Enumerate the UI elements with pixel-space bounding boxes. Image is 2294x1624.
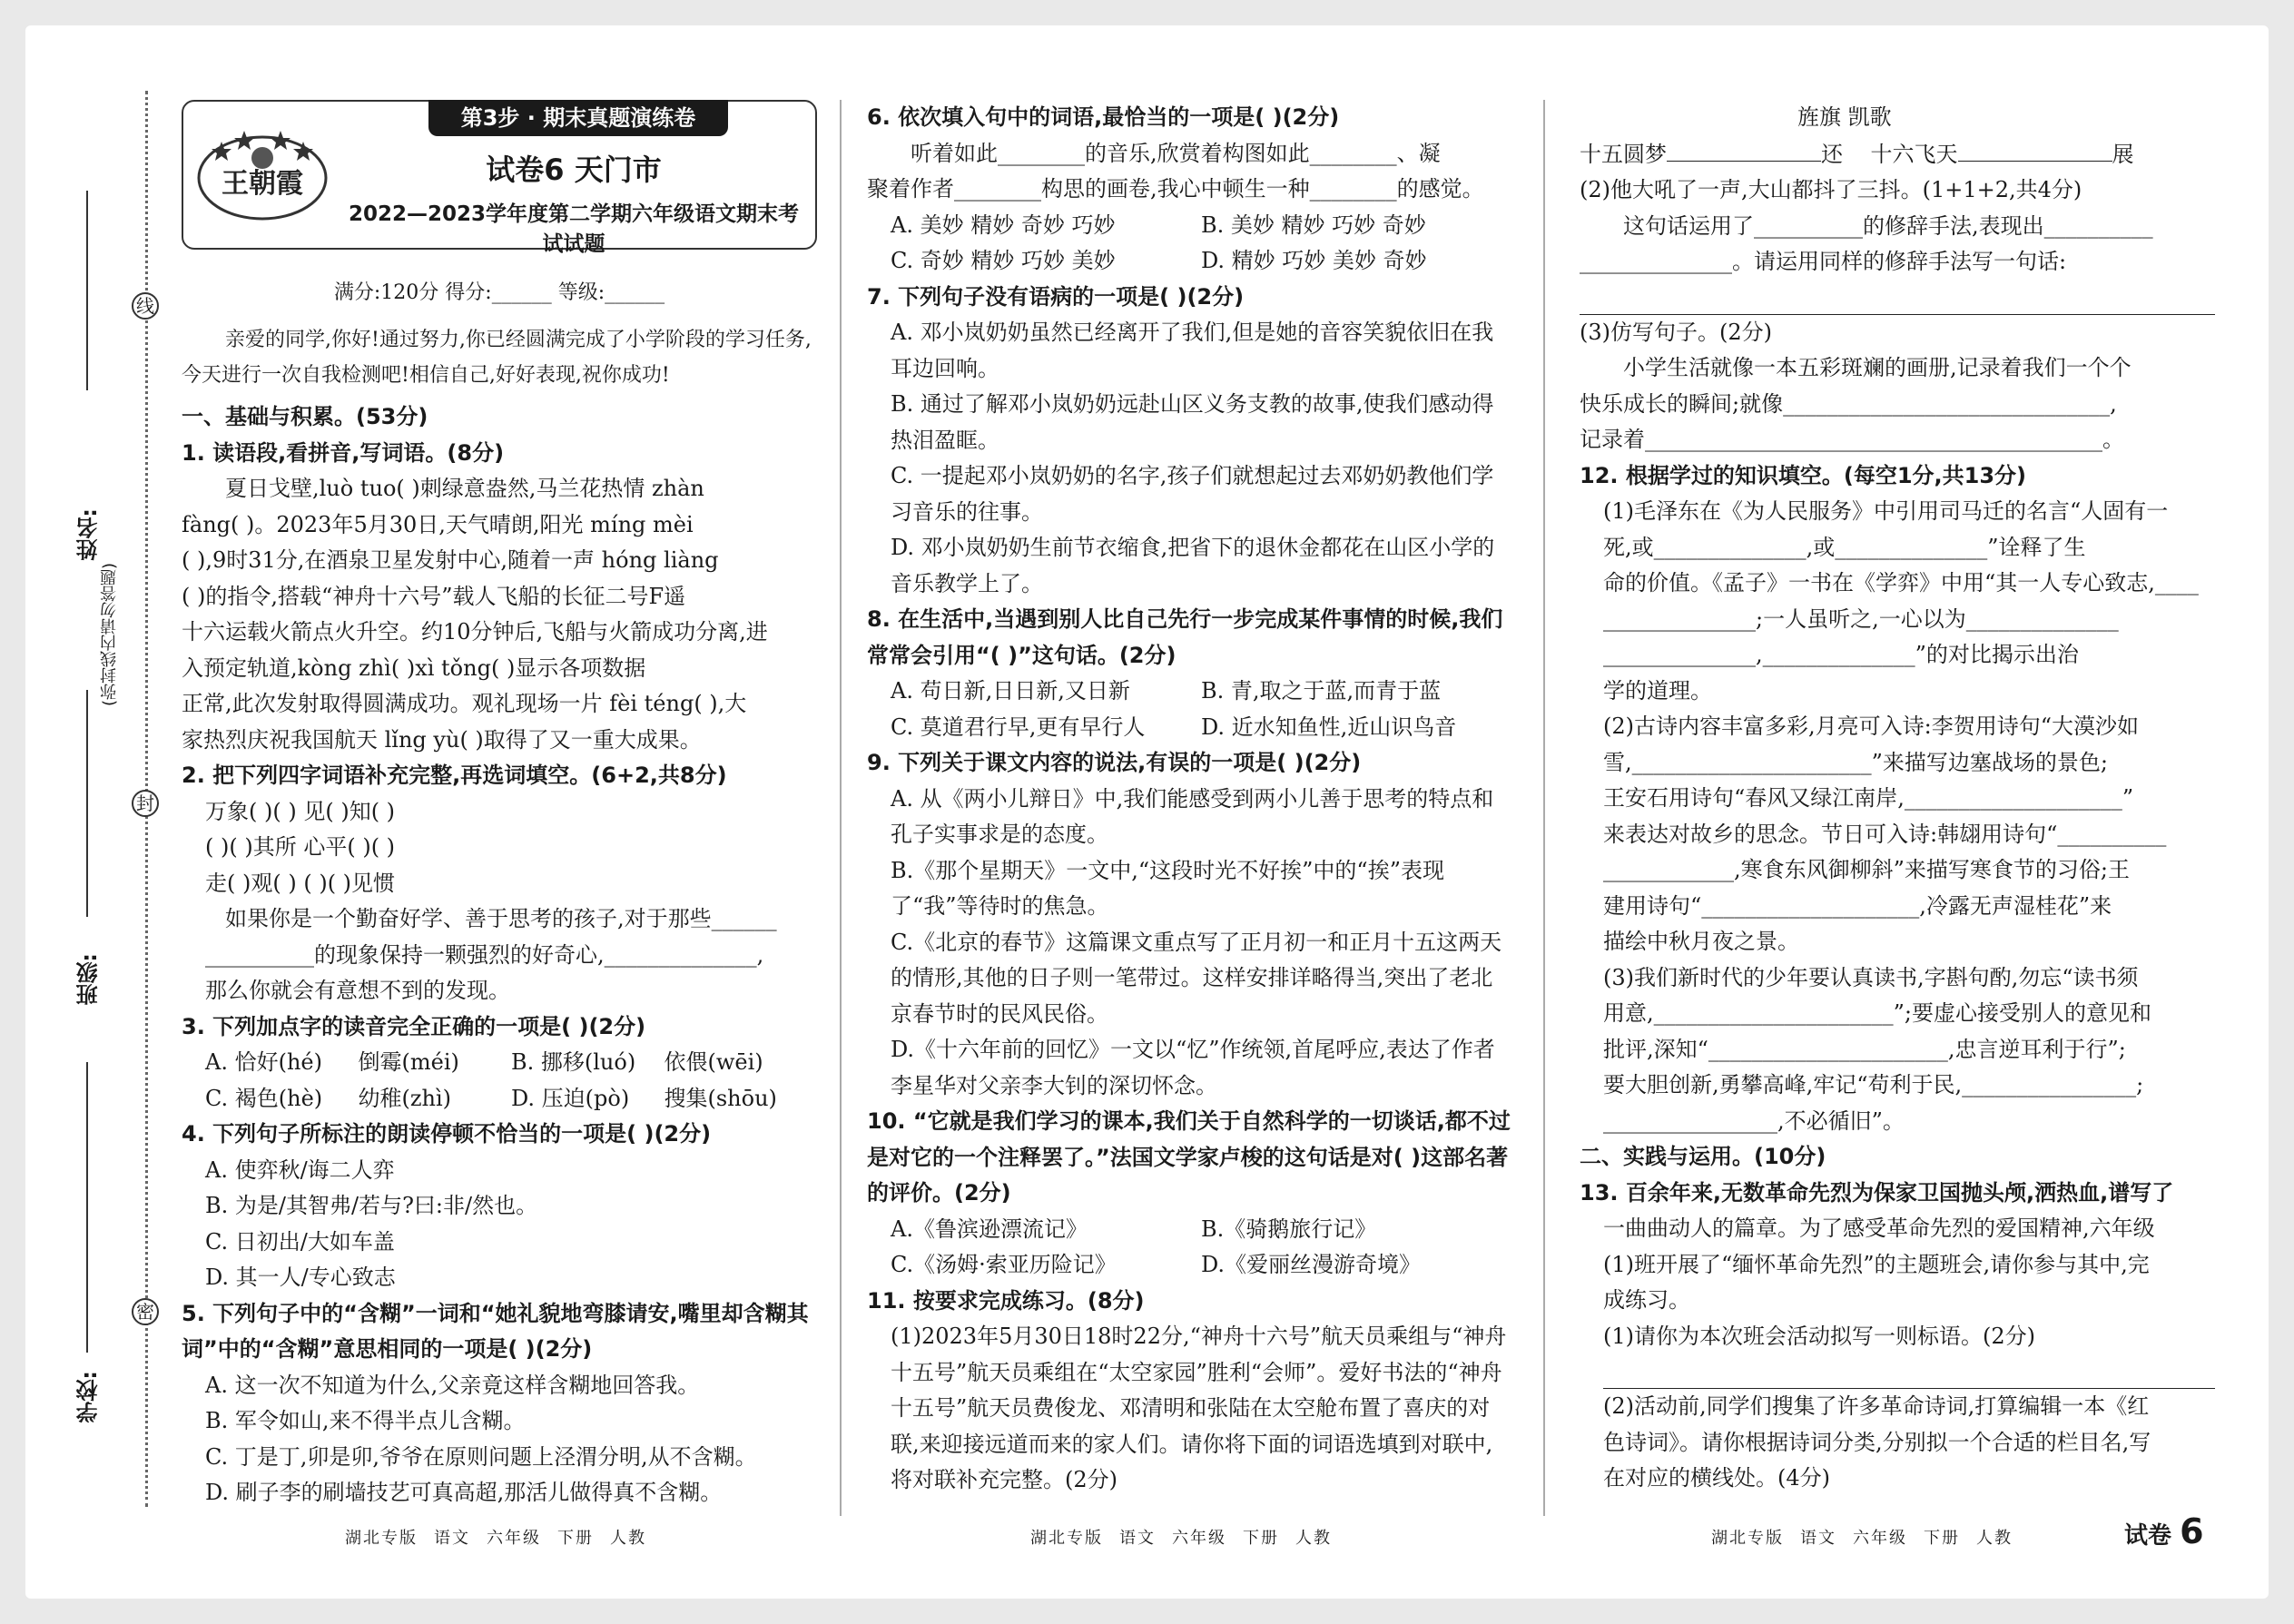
q12-line: (3)我们新时代的少年要认真读书,字斟句酌,勿忘“读书须 bbox=[1603, 964, 2139, 990]
q13-1-title: (1)请你为本次班会活动拟写一则标语。(2分) bbox=[1603, 1323, 2035, 1349]
q9-title: 9. 下列关于课文内容的说法,有误的一项是( )(2分) bbox=[867, 750, 1362, 775]
q1-line: 入预定轨道,kòng zhì( )xì tǒng( )显示各项数据 bbox=[182, 655, 646, 681]
q2-fill: __________的现象保持一颗强烈的好奇心,______________, bbox=[205, 941, 764, 968]
option[interactable]: B.《骑鹅旅行记》 bbox=[1201, 1216, 1377, 1242]
option[interactable]: B. 美妙 精妙 巧妙 奇妙 bbox=[1201, 212, 1426, 238]
q13-2-line: 色诗词》。请你根据诗词分类,分别拟一个合适的栏目名,写 bbox=[1603, 1429, 2151, 1455]
q12-line: (1)毛泽东在《为人民服务》中引用司马迁的名言“人固有一 bbox=[1603, 498, 2169, 524]
q12-title: 12. 根据学过的知识填空。(每空1分,共13分) bbox=[1580, 462, 2027, 488]
option[interactable]: B. 为是/其智弗/若与?曰:非/然也。 bbox=[205, 1193, 538, 1218]
q11-title: 11. 按要求完成练习。(8分) bbox=[867, 1287, 1145, 1314]
option[interactable]: A. 使弈秋/诲二人弈 bbox=[205, 1156, 395, 1183]
q2-row: 走( )观( ) ( )( )见惯 bbox=[205, 870, 396, 896]
q11-3-title: (3)仿写句子。(2分) bbox=[1580, 319, 1772, 345]
q12-line: 批评,深知“______________________,忠言逆耳利于行”; bbox=[1603, 1036, 2126, 1062]
q13-line: 成练习。 bbox=[1603, 1287, 1690, 1313]
q12-line: (2)古诗内容丰富多彩,月亮可入诗:李贺用诗句“大漠沙如 bbox=[1603, 714, 2139, 739]
q12-line: ______________;一人虽听之,一心以为______________ bbox=[1603, 605, 2119, 632]
q13-2-line: 在对应的横线处。(4分) bbox=[1603, 1465, 1830, 1491]
option[interactable]: D. 邓小岚奶奶生前节衣缩食,把省下的退休金都花在山区小学的音乐教学上了。 bbox=[891, 535, 1495, 596]
option[interactable]: C. 日初出/大如车盖 bbox=[205, 1228, 395, 1255]
q12-line: 来表达对故乡的思念。节日可入诗:韩翃用诗句“__________ bbox=[1603, 821, 2167, 847]
q12-line: 命的价值。《孟子》一书在《学弈》中用“其一人专心致志,____ bbox=[1603, 570, 2199, 595]
option[interactable]: B. 青,取之于蓝,而青于蓝 bbox=[1201, 678, 1442, 704]
q12-line: 描绘中秋月夜之景。 bbox=[1603, 929, 1799, 954]
option[interactable]: B.《那个星期天》一文中,“这段时光不好挨”中的“挨”表现了“我”等待时的焦急。 bbox=[891, 857, 1444, 919]
option[interactable]: B. 通过了解邓小岚奶奶远赴山区义务支教的故事,使我们感动得热泪盈眶。 bbox=[891, 391, 1494, 453]
q2-title: 2. 把下列四字词语补充完整,再选词填空。(6+2,共8分) bbox=[182, 763, 727, 788]
option[interactable]: A.《鲁滨逊漂流记》 bbox=[891, 1216, 1088, 1242]
q1-line: fàng( )。2023年5月30日,天气晴朗,阳光 míng mèi bbox=[182, 511, 694, 537]
q12-line: 学的道理。 bbox=[1603, 677, 1712, 704]
q6-line: 听着如此________的音乐,欣赏着构图如此________、凝 bbox=[911, 140, 1441, 166]
column-divider bbox=[1543, 100, 1545, 1516]
q1-line: 正常,此次发射取得圆满成功。观礼现场一片 fèi téng( ),大 bbox=[182, 691, 747, 716]
school-field[interactable] bbox=[86, 1062, 88, 1353]
q12-line: ____________,寒食东风御柳斜”来描写寒食节的习俗;王 bbox=[1603, 857, 2130, 882]
school-label: 学校: bbox=[76, 1371, 102, 1423]
q1-line: 家热烈庆祝我国航天 lǐng yù( )取得了又一重大成果。 bbox=[182, 726, 702, 753]
intro-text: 亲爱的同学,你好!通过努力,你已经圆满完成了小学阶段的学习任务,今天进行一次自我检测吧!相信自己,好好表现,祝你成功! bbox=[182, 329, 812, 387]
paper-title: 试卷6 天门市 bbox=[486, 153, 662, 187]
q4-title: 4. 下列句子所标注的朗读停顿不恰当的一项是( )(2分) bbox=[182, 1121, 712, 1147]
class-label: 班级: bbox=[76, 953, 102, 1006]
seal-mark-mi: 密 bbox=[132, 1298, 159, 1325]
q1-line: ( )的指令,搭载“神舟十六号”载人飞船的长征二号F遥 bbox=[182, 583, 686, 609]
option[interactable]: C.《北京的春节》这篇课文重点写了正月初一和正月十五这两天的情形,其他的日子则一笔带过。这样安排详略得当,突出了老北京春节时的民风民俗。 bbox=[891, 929, 1502, 1027]
option[interactable]: C.《汤姆·索亚历险记》 bbox=[891, 1252, 1117, 1277]
q3-title: 3. 下列加点字的读音完全正确的一项是( )(2分) bbox=[182, 1013, 646, 1039]
score-line: 满分:120分 得分:______ 等级:______ bbox=[333, 281, 665, 304]
q11-2-line: 这句话运用了__________的修辞手法,表现出__________ bbox=[1623, 212, 2153, 239]
q1-title: 1. 读语段,看拼音,写词语。(8分) bbox=[182, 439, 505, 466]
q10-options bbox=[867, 1212, 1511, 1284]
binding-strip bbox=[36, 54, 172, 1534]
q7-title: 7. 下列句子没有语病的一项是( )(2分) bbox=[867, 283, 1245, 310]
seal-mark-feng: 封 bbox=[132, 790, 159, 817]
option[interactable]: D.《爱丽丝漫游奇境》 bbox=[1201, 1252, 1422, 1277]
name-field[interactable] bbox=[86, 191, 88, 390]
option[interactable]: D. 其一人/专心致志 bbox=[205, 1265, 396, 1290]
q1-line: 夏日戈壁,luò tuo( )刺绿意盎然,马兰花热情 zhàn bbox=[225, 476, 704, 501]
q11-2-title: (2)他大吼了一声,大山都抖了三抖。(1+1+2,共4分) bbox=[1580, 177, 2082, 202]
q11-text: (1)2023年5月30日18时22分,“神舟十六号”航天员乘组与“神舟十五号”航天员乘组在“太空家园”胜利“会师”。爱好书法的“神舟十五号”航天员费俊龙、邓清明和张陆在太空舱布置了喜庆的对联,来迎接远道而来的家人们。请你将下面的词语选填到对联中,将对联补充完整。(2分) bbox=[891, 1324, 1507, 1492]
option[interactable]: D.《十六年前的回忆》一文以“忆”作统领,首尾呼应,表达了作者李星华对父亲李大钊的深切怀念。 bbox=[891, 1037, 1495, 1098]
option: 依偎(wēi) bbox=[664, 1049, 763, 1075]
q6-line: 聚着作者________构思的画卷,我心中顿生一种________的感觉。 bbox=[867, 176, 1484, 202]
seal-mark-xian: 线 bbox=[132, 292, 159, 320]
q11-3-line: 小学生活就像一本五彩斑斓的画册,记录着我们一个个 bbox=[1623, 355, 2132, 380]
option[interactable]: D. 压迫(pò) bbox=[511, 1085, 630, 1111]
option[interactable]: A. 这一次不知道为什么,父亲竟这样含糊地回答我。 bbox=[205, 1372, 700, 1398]
option[interactable]: B. 军令如山,来不得半点儿含糊。 bbox=[205, 1408, 526, 1433]
option[interactable]: B. 挪移(luó) bbox=[511, 1049, 636, 1075]
paper-subtitle: 2022—2023学年度第二学期六年级语文期末考试试题 bbox=[348, 202, 800, 256]
q3-options bbox=[182, 1045, 817, 1117]
seal-note: (弥封线内请勿答题) bbox=[100, 563, 119, 707]
q11-3-line: 快乐成长的瞬间;就像______________________________, bbox=[1580, 390, 2117, 417]
q13-2-line: (2)活动前,同学们搜集了许多革命诗词,打算编辑一本《红 bbox=[1603, 1393, 2150, 1419]
couplet-blank[interactable] bbox=[1667, 136, 1821, 162]
page-footer: 湖北专版 语文 六年级 下册 人教 bbox=[345, 1529, 646, 1548]
option[interactable]: D. 精妙 巧妙 美妙 奇妙 bbox=[1201, 248, 1427, 273]
q6-options bbox=[867, 208, 1511, 280]
q2-fill: 如果你是一个勤奋好学、善于思考的孩子,对于那些______ bbox=[225, 906, 777, 931]
option[interactable]: D. 刷子李的刷墙技艺可真高超,那活儿做得真不含糊。 bbox=[205, 1480, 723, 1505]
paper-number: 试卷 6 bbox=[2124, 1511, 2204, 1551]
q11-2-line: ______________。请运用同样的修辞手法写一句话: bbox=[1580, 249, 2067, 274]
step-tag: 第3步 · 期末真题演练卷 bbox=[428, 100, 728, 136]
column-1 bbox=[182, 399, 817, 1511]
q13-line: 13. 百余年来,无数革命先烈为保家卫国抛头颅,洒热血,谱写了 bbox=[1580, 1179, 2174, 1206]
q12-line: 用意,______________________”;要虚心接受别人的意见和 bbox=[1603, 1000, 2151, 1026]
q13-line: (1)班开展了“缅怀革命先烈”的主题班会,请你参与其中,完 bbox=[1603, 1251, 2150, 1277]
section-1-title: 一、基础与积累。(53分) bbox=[182, 404, 428, 429]
option: 倒霉(méi) bbox=[358, 1049, 459, 1075]
option[interactable]: C. 褐色(hè) bbox=[205, 1085, 323, 1111]
page-footer: 湖北专版 语文 六年级 下册 人教 bbox=[1030, 1529, 1332, 1548]
q10-title: 10. “它就是我们学习的课本,我们关于自然科学的一切谈话,都不过是对它的一个注释罢了。”法国文学家卢梭的这句话是对( )这部名著的评价。(2分) bbox=[867, 1108, 1511, 1206]
option[interactable]: C. 奇妙 精妙 巧妙 美妙 bbox=[891, 248, 1116, 273]
class-field[interactable] bbox=[86, 690, 88, 917]
q12-line: 王安石用诗句“春风又绿江南岸,____________________” bbox=[1603, 785, 2134, 811]
answer-line[interactable] bbox=[1580, 281, 2215, 315]
answer-line[interactable] bbox=[1603, 1354, 2215, 1389]
column-divider bbox=[840, 100, 842, 1516]
q8-options bbox=[867, 674, 1511, 745]
q2-fill: 那么你就会有意想不到的发现。 bbox=[205, 978, 510, 1003]
option[interactable]: C. 丁是丁,卯是卯,爷爷在原则问题上泾渭分明,从不含糊。 bbox=[205, 1443, 757, 1470]
name-label: 姓名: bbox=[76, 508, 102, 561]
q5-title: 5. 下列句子中的“含糊”一词和“她礼貌地弯膝请安,嘴里却含糊其词”中的“含糊”意思相同的一项是( )(2分) bbox=[182, 1300, 809, 1362]
q13-line: 一曲曲动人的篇章。为了感受革命先烈的爱国精神,六年级 bbox=[1603, 1216, 2155, 1241]
q2-row: ( )( )其所 心平( )( ) bbox=[205, 834, 396, 860]
option[interactable]: C. 莫道君行早,更有早行人 bbox=[891, 714, 1146, 740]
page-footer: 湖北专版 语文 六年级 下册 人教 bbox=[1711, 1529, 2013, 1548]
q11-3-line: 记录着__________________________________________。 bbox=[1580, 427, 2124, 452]
q12-line: 死,或______________,或______________”诠释了生 bbox=[1603, 534, 2086, 560]
option[interactable]: A. 从《两小儿辩日》中,我们能感受到两小儿善于思考的特点和孔子实事求是的态度。 bbox=[891, 785, 1494, 847]
option[interactable]: D. 近水知鱼性,近山识鸟音 bbox=[1201, 714, 1457, 740]
couplet-blank[interactable] bbox=[1958, 136, 2112, 162]
option[interactable]: A. 美妙 精妙 奇妙 巧妙 bbox=[891, 212, 1116, 238]
q12-line: ________________,不必循旧”。 bbox=[1603, 1107, 1905, 1134]
q6-title: 6. 依次填入句中的词语,最恰当的一项是( )(2分) bbox=[867, 104, 1340, 130]
option: 搜集(shōu) bbox=[664, 1085, 777, 1111]
q8-title: 8. 在生活中,当遇到别人比自己先行一步完成某件事情的时候,我们常常会引用“( )”这句话。(2分) bbox=[867, 606, 1503, 668]
column-3 bbox=[1580, 100, 2215, 1497]
paper-header bbox=[182, 100, 817, 256]
column-2 bbox=[867, 100, 1511, 1499]
couplet-words: 旌旗 凯歌 bbox=[1797, 104, 1892, 130]
option[interactable]: A. 恰好(hé) bbox=[205, 1049, 322, 1075]
q12-line: 雪,______________________”来描写边塞战场的景色; bbox=[1603, 749, 2108, 775]
q1-line: 十六运载火箭点火升空。约10分钟后,飞船与火箭成功分离,进 bbox=[182, 619, 768, 645]
q1-line: ( ),9时31分,在酒泉卫星发射中心,随着一声 hóng liàng bbox=[182, 547, 719, 573]
couplet-line: 十五圆梦 还 十六飞天 展 bbox=[1580, 136, 2215, 173]
option[interactable]: A. 邓小岚奶奶虽然已经离开了我们,但是她的音容笑貌依旧在我耳边回响。 bbox=[891, 320, 1494, 381]
svg-text:王朝霞: 王朝霞 bbox=[222, 168, 303, 200]
option[interactable]: A. 苟日新,日日新,又日新 bbox=[891, 678, 1130, 704]
section-2-title: 二、实践与运用。(10分) bbox=[1580, 1144, 1826, 1169]
q12-line: 建用诗句“____________________,冷露无声湿桂花”来 bbox=[1603, 892, 2112, 919]
publisher-logo-icon bbox=[194, 122, 330, 231]
option: 幼稚(zhì) bbox=[358, 1085, 452, 1111]
q12-line: 要大胆创新,勇攀高峰,牢记“苟利于民,________________; bbox=[1603, 1072, 2144, 1097]
q2-row: 万象( )( ) 见( )知( ) bbox=[205, 798, 396, 824]
q12-line: ______________,______________”的对比揭示出治 bbox=[1603, 642, 2079, 667]
option[interactable]: C. 一提起邓小岚奶奶的名字,孩子们就想起过去邓奶奶教他们学习音乐的往事。 bbox=[891, 463, 1494, 525]
